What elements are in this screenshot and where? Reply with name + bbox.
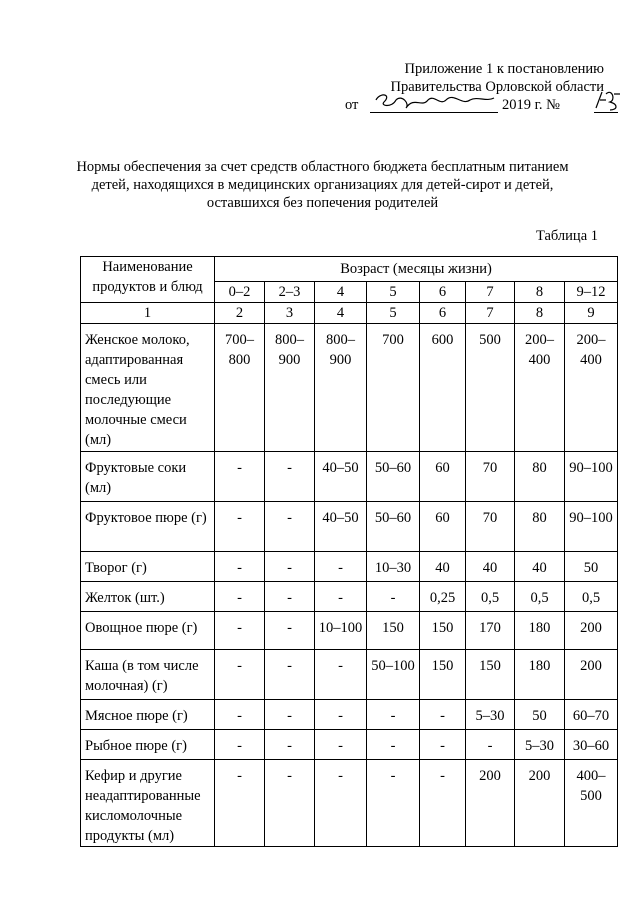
title-line-3: оставшихся без попечения родителей <box>206 195 439 211</box>
column-number: 4 <box>315 303 367 324</box>
age-column-header: 0–2 <box>215 282 265 303</box>
norm-value: - <box>265 612 315 650</box>
age-column-header: 8 <box>515 282 565 303</box>
norm-value: 10–100 <box>315 612 367 650</box>
table-label: Таблица 1 <box>535 228 598 244</box>
header-line-2: Правительства Орловской области <box>390 79 604 95</box>
age-column-header: 6 <box>420 282 466 303</box>
norm-value: 500 <box>466 324 515 452</box>
norm-value: 10–30 <box>367 552 420 582</box>
product-name: Кефир и другие неадаптированные кисломолочные продукты (мл) <box>81 760 215 847</box>
norm-value: 0,5 <box>565 582 618 612</box>
norm-value: 90–100 <box>565 502 618 552</box>
norm-value: - <box>315 582 367 612</box>
norm-value: 600 <box>420 324 466 452</box>
norm-value: - <box>265 730 315 760</box>
norm-value: 700–800 <box>215 324 265 452</box>
table-row <box>81 502 618 552</box>
norm-value: - <box>315 730 367 760</box>
norm-value: 180 <box>515 612 565 650</box>
order-prefix: от <box>345 97 359 113</box>
product-name: Рыбное пюре (г) <box>81 730 215 760</box>
norm-value: - <box>367 730 420 760</box>
title-line-2: детей, находящихся в медицинских организациях для детей-сирот и детей, <box>91 177 554 193</box>
norm-value: 80 <box>515 502 565 552</box>
norm-value: 200 <box>515 760 565 847</box>
norm-value: 50–100 <box>367 650 420 700</box>
norm-value: - <box>315 552 367 582</box>
norm-value: 50 <box>565 552 618 582</box>
norm-value: 40 <box>420 552 466 582</box>
norm-value: 60 <box>420 502 466 552</box>
order-line <box>340 96 630 114</box>
date-underline <box>370 112 498 113</box>
norm-value: 40–50 <box>315 452 367 502</box>
document-title <box>40 158 605 212</box>
norm-value: 150 <box>420 650 466 700</box>
age-column-header: 9–12 <box>565 282 618 303</box>
age-column-header: 5 <box>367 282 420 303</box>
order-year: 2019 г. № <box>502 97 561 113</box>
norm-value: 700 <box>367 324 420 452</box>
table-row <box>81 552 618 582</box>
norm-value: 180 <box>515 650 565 700</box>
table-row <box>81 730 618 760</box>
norm-value: 40 <box>515 552 565 582</box>
norm-value: 150 <box>466 650 515 700</box>
norm-value: 0,5 <box>515 582 565 612</box>
handwritten-number-signature <box>592 88 622 112</box>
norm-value: - <box>367 760 420 847</box>
norm-value: 50–60 <box>367 502 420 552</box>
norm-value: - <box>215 502 265 552</box>
norm-value: 30–60 <box>565 730 618 760</box>
title-line-1: Нормы обеспечения за счет средств областного бюджета бесплатным питанием <box>76 159 569 175</box>
table-row <box>81 324 618 452</box>
norm-value: - <box>215 552 265 582</box>
norms-table <box>80 256 618 847</box>
norm-value: - <box>265 582 315 612</box>
header-line-1: Приложение 1 к постановлению <box>404 61 604 77</box>
norm-value: - <box>367 700 420 730</box>
product-name: Женское молоко, адаптированная смесь или последующие молочные смеси (мл) <box>81 324 215 452</box>
norm-value: - <box>315 700 367 730</box>
norm-value: - <box>265 502 315 552</box>
norm-value: 50 <box>515 700 565 730</box>
norm-value: 40–50 <box>315 502 367 552</box>
norm-value: 5–30 <box>515 730 565 760</box>
column-number: 5 <box>367 303 420 324</box>
norm-value: - <box>420 700 466 730</box>
product-name: Мясное пюре (г) <box>81 700 215 730</box>
product-column-header: Наименование продуктов и блюд <box>81 257 215 303</box>
norm-value: 0,5 <box>466 582 515 612</box>
column-number: 7 <box>466 303 515 324</box>
norm-value: - <box>215 730 265 760</box>
norm-value: 150 <box>420 612 466 650</box>
norm-value: 90–100 <box>565 452 618 502</box>
norm-value: 60 <box>420 452 466 502</box>
age-group-header: Возраст (месяцы жизни) <box>215 257 618 282</box>
table-row <box>81 650 618 700</box>
norm-value: - <box>215 612 265 650</box>
handwritten-date-signature <box>370 90 500 112</box>
norm-value: - <box>265 650 315 700</box>
norm-value: 40 <box>466 552 515 582</box>
column-number: 9 <box>565 303 618 324</box>
table-row <box>81 760 618 847</box>
number-underline <box>594 112 618 113</box>
norm-value: 5–30 <box>466 700 515 730</box>
table-row <box>81 700 618 730</box>
norm-value: - <box>420 760 466 847</box>
norm-value: 170 <box>466 612 515 650</box>
table-row <box>81 452 618 502</box>
norm-value: 60–70 <box>565 700 618 730</box>
age-column-header: 4 <box>315 282 367 303</box>
norm-value: - <box>265 452 315 502</box>
age-column-header: 7 <box>466 282 515 303</box>
norm-value: - <box>265 700 315 730</box>
norm-value: 800–900 <box>315 324 367 452</box>
norm-value: 0,25 <box>420 582 466 612</box>
document-header <box>340 60 630 114</box>
product-name: Фруктовые соки (мл) <box>81 452 215 502</box>
norm-value: - <box>215 582 265 612</box>
header-row <box>81 257 618 282</box>
norm-value: - <box>315 650 367 700</box>
table-row <box>81 582 618 612</box>
norm-value: - <box>367 582 420 612</box>
norm-value: - <box>265 552 315 582</box>
table-body <box>81 324 618 847</box>
norm-value: 800–900 <box>265 324 315 452</box>
norm-value: - <box>420 730 466 760</box>
product-name: Овощное пюре (г) <box>81 612 215 650</box>
column-number: 8 <box>515 303 565 324</box>
column-numbers-row <box>81 303 618 324</box>
norm-value: 200 <box>565 650 618 700</box>
table-row <box>81 612 618 650</box>
norm-value: - <box>215 700 265 730</box>
norm-value: 200 <box>466 760 515 847</box>
norm-value: - <box>215 650 265 700</box>
norm-value: - <box>466 730 515 760</box>
norm-value: - <box>265 760 315 847</box>
product-name: Каша (в том числе молочная) (г) <box>81 650 215 700</box>
product-name: Желток (шт.) <box>81 582 215 612</box>
norm-value: - <box>215 452 265 502</box>
column-number: 1 <box>81 303 215 324</box>
norm-value: 50–60 <box>367 452 420 502</box>
norm-value: 400–500 <box>565 760 618 847</box>
product-name: Творог (г) <box>81 552 215 582</box>
product-name: Фруктовое пюре (г) <box>81 502 215 552</box>
norm-value: 200 <box>565 612 618 650</box>
column-number: 3 <box>265 303 315 324</box>
column-number: 6 <box>420 303 466 324</box>
age-column-header: 2–3 <box>265 282 315 303</box>
norm-value: 200–400 <box>565 324 618 452</box>
norm-value: 70 <box>466 502 515 552</box>
norm-value: 150 <box>367 612 420 650</box>
norm-value: 200–400 <box>515 324 565 452</box>
norm-value: - <box>315 760 367 847</box>
norm-value: - <box>215 760 265 847</box>
norm-value: 80 <box>515 452 565 502</box>
norm-value: 70 <box>466 452 515 502</box>
column-number: 2 <box>215 303 265 324</box>
